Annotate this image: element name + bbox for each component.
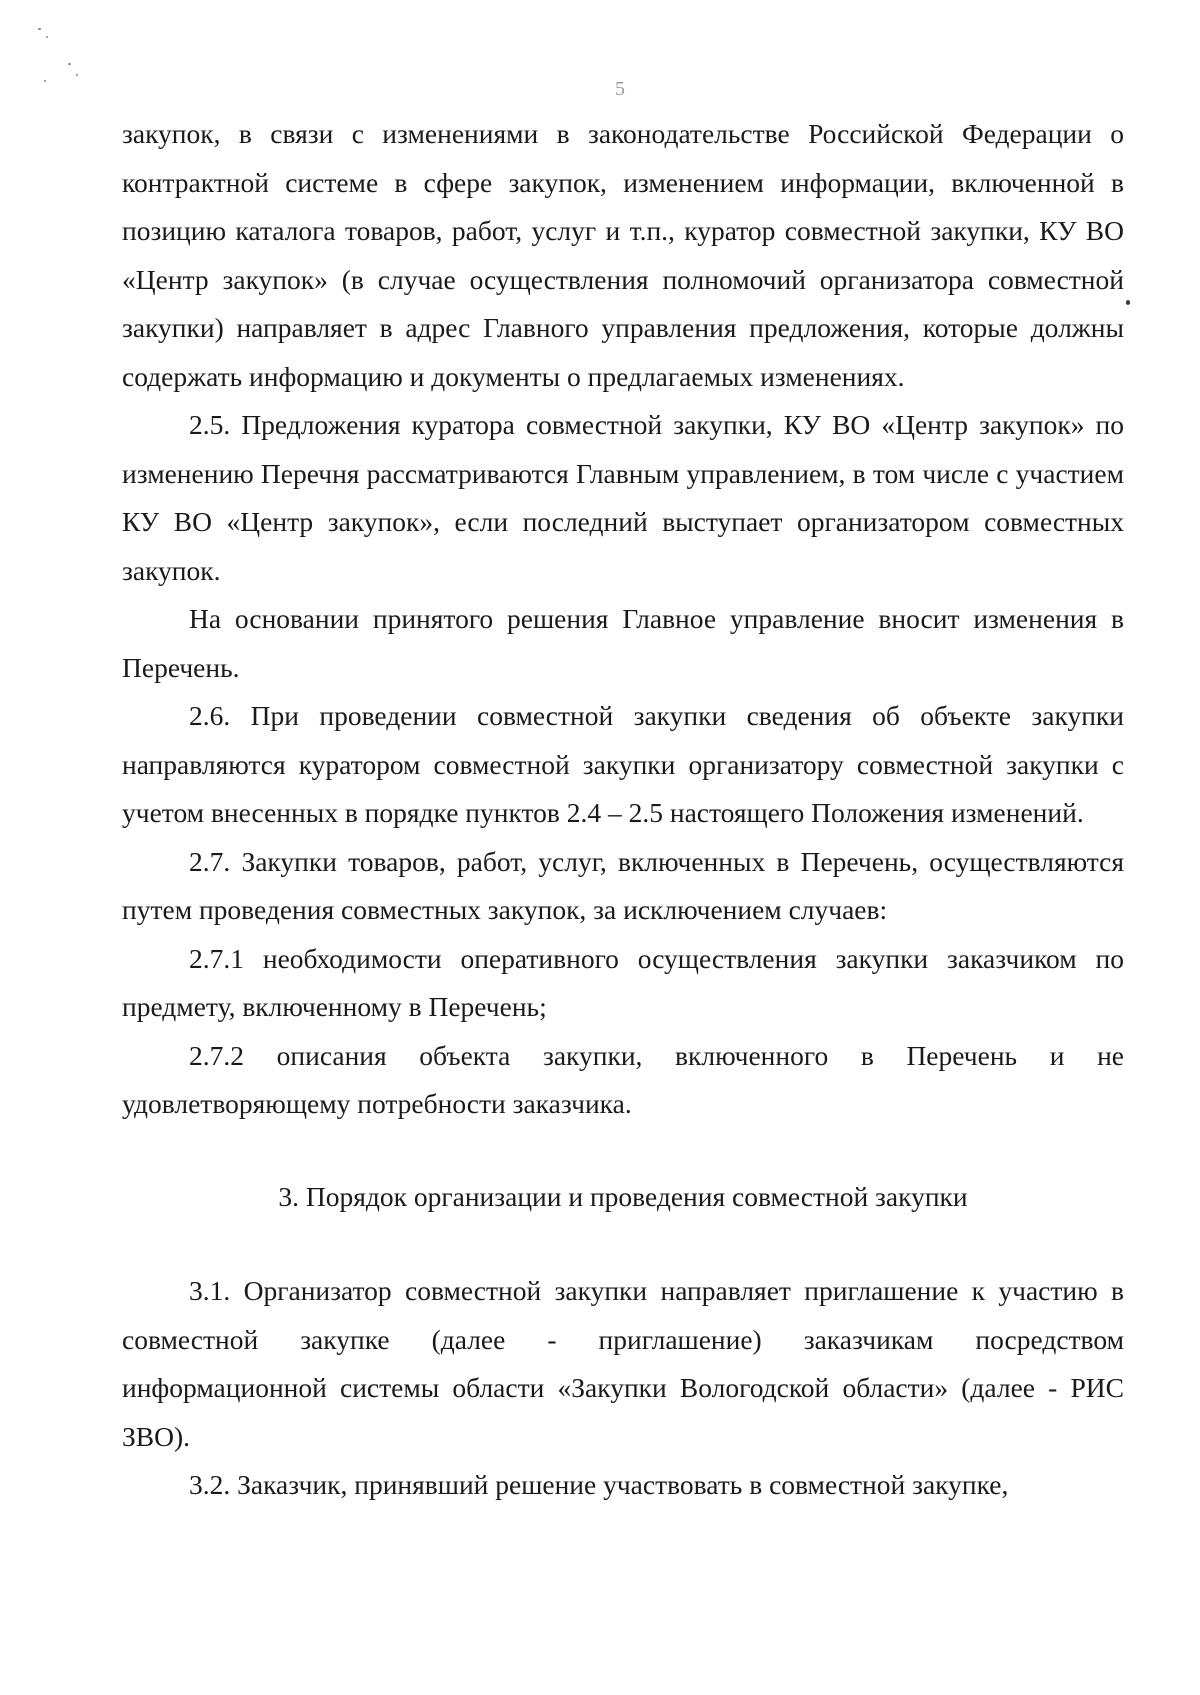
document-body — [122, 110, 1124, 1510]
scan-speck — [1126, 300, 1130, 305]
paragraph-3-2: 3.2. Заказчик, принявший решение участвовать в совместной закупке, — [189, 1469, 1009, 1500]
paragraph-2-5: 2.5. Предложения куратора совместной закупки, КУ ВО «Центр закупок» по изменению Перечня рассматриваются Главным управлением, в том числе с участием КУ ВО «Центр закупок», если последний выступает организатором совместных закупок. — [122, 409, 1124, 586]
scan-speck — [38, 28, 41, 30]
paragraph-2-7-1: 2.7.1 необходимости оперативного осуществления закупки заказчиком по предмету, включенному в Перечень; — [122, 942, 1124, 1022]
paragraph-2-7: 2.7. Закупки товаров, работ, услуг, включенных в Перечень, осуществляются путем проведения совместных закупок, за исключением случаев: — [122, 845, 1124, 925]
scan-speck — [46, 36, 48, 38]
scan-speck — [68, 63, 71, 65]
paragraph-3-1: 3.1. Организатор совместной закупки направляет приглашение к участию в совместной закупке (далее - приглашение) заказчикам посредством информационной системы области «Закупки Вологодской области» (далее - РИС ЗВО). — [122, 1275, 1124, 1452]
paragraph-2-6: 2.6. При проведении совместной закупки сведения об объекте закупки направляются куратором совместной закупки организатору совместной закупки с учетом внесенных в порядке пунктов 2.4 – 2.5 настоящего Положения изменений. — [122, 700, 1124, 828]
scan-speck — [44, 80, 46, 82]
page-number: 5 — [615, 78, 625, 100]
paragraph-2-5-decision: На основании принятого решения Главное управление вносит изменения в Перечень. — [122, 603, 1124, 683]
scan-speck — [76, 74, 78, 76]
paragraph-2-7-2: 2.7.2 описания объекта закупки, включенного в Перечень и не удовлетворяющему потребности заказчика. — [122, 1039, 1124, 1119]
paragraph-continuation: закупок, в связи с изменениями в законодательстве Российской Федерации о контрактной системе в сфере закупок, изменением информации, включенной в позицию каталога товаров, работ, услуг и т.п., куратор совместной закупки, КУ ВО «Центр закупок» (в случае осуществления полномочий организатора совместной закупки) направляет в адрес Главного управления предложения, которые должны содержать информацию и документы о предлагаемых изменениях. — [122, 118, 1124, 392]
section-3-heading: 3. Порядок организации и проведения совместной закупки — [278, 1180, 968, 1212]
